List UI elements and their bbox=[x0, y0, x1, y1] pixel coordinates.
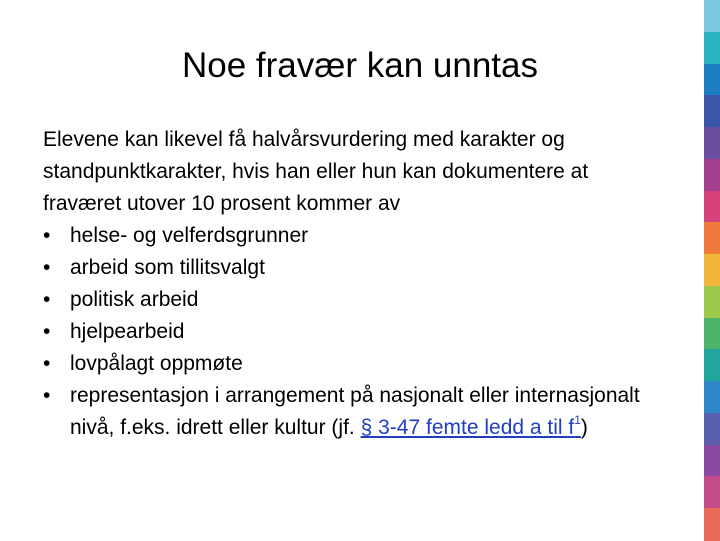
list-item bbox=[43, 284, 663, 316]
slide-body bbox=[43, 124, 663, 444]
list-item-text: hjelpearbeid bbox=[70, 320, 185, 343]
strip-segment bbox=[704, 286, 720, 319]
strip-segment bbox=[704, 476, 720, 509]
list-item bbox=[43, 252, 663, 284]
list-item-text: politisk arbeid bbox=[70, 288, 199, 311]
strip-segment bbox=[704, 0, 720, 33]
list-item bbox=[43, 380, 663, 444]
list-item bbox=[43, 316, 663, 348]
bullet-list bbox=[43, 220, 663, 444]
intro-paragraph: Elevene kan likevel få halvårsvurdering med karakter og standpunktkarakter, hvis han eller hun kan dokumentere at fraværet utover 10 prosent kommer av bbox=[43, 128, 589, 215]
list-item-text: lovpålagt oppmøte bbox=[70, 352, 243, 375]
strip-segment bbox=[704, 191, 720, 224]
strip-segment bbox=[704, 127, 720, 160]
strip-segment bbox=[704, 349, 720, 382]
bullet-icon: • bbox=[43, 288, 51, 311]
bullet-icon: • bbox=[43, 384, 51, 407]
strip-segment bbox=[704, 64, 720, 97]
strip-segment bbox=[704, 413, 720, 446]
strip-segment bbox=[704, 95, 720, 128]
bullet-icon: • bbox=[43, 224, 51, 247]
list-item-text: representasjon i arrangement på nasjonalt eller internasjonalt nivå, f.eks. idrett eller kultur (jf. bbox=[70, 384, 640, 439]
strip-segment bbox=[704, 159, 720, 192]
strip-segment bbox=[704, 508, 720, 541]
bullet-icon: • bbox=[43, 320, 51, 343]
list-item bbox=[43, 220, 663, 252]
bullet-icon: • bbox=[43, 256, 51, 279]
strip-segment bbox=[704, 318, 720, 351]
list-item-text: arbeid som tillitsvalgt bbox=[70, 256, 265, 279]
strip-segment bbox=[704, 222, 720, 255]
list-item-text: helse- og velferdsgrunner bbox=[70, 224, 309, 247]
footnote-marker: 1 bbox=[574, 413, 581, 427]
law-reference-text: § 3-47 femte ledd a til f bbox=[360, 416, 575, 439]
strip-segment bbox=[704, 381, 720, 414]
closing-paren: ) bbox=[580, 416, 588, 439]
bullet-icon: • bbox=[43, 352, 51, 375]
slide-title: Noe fravær kan unntas bbox=[181, 46, 538, 85]
decorative-color-strip bbox=[704, 0, 720, 540]
strip-segment bbox=[704, 254, 720, 287]
strip-segment bbox=[704, 32, 720, 65]
list-item bbox=[43, 348, 663, 380]
strip-segment bbox=[704, 445, 720, 478]
law-reference-link[interactable] bbox=[360, 413, 581, 439]
